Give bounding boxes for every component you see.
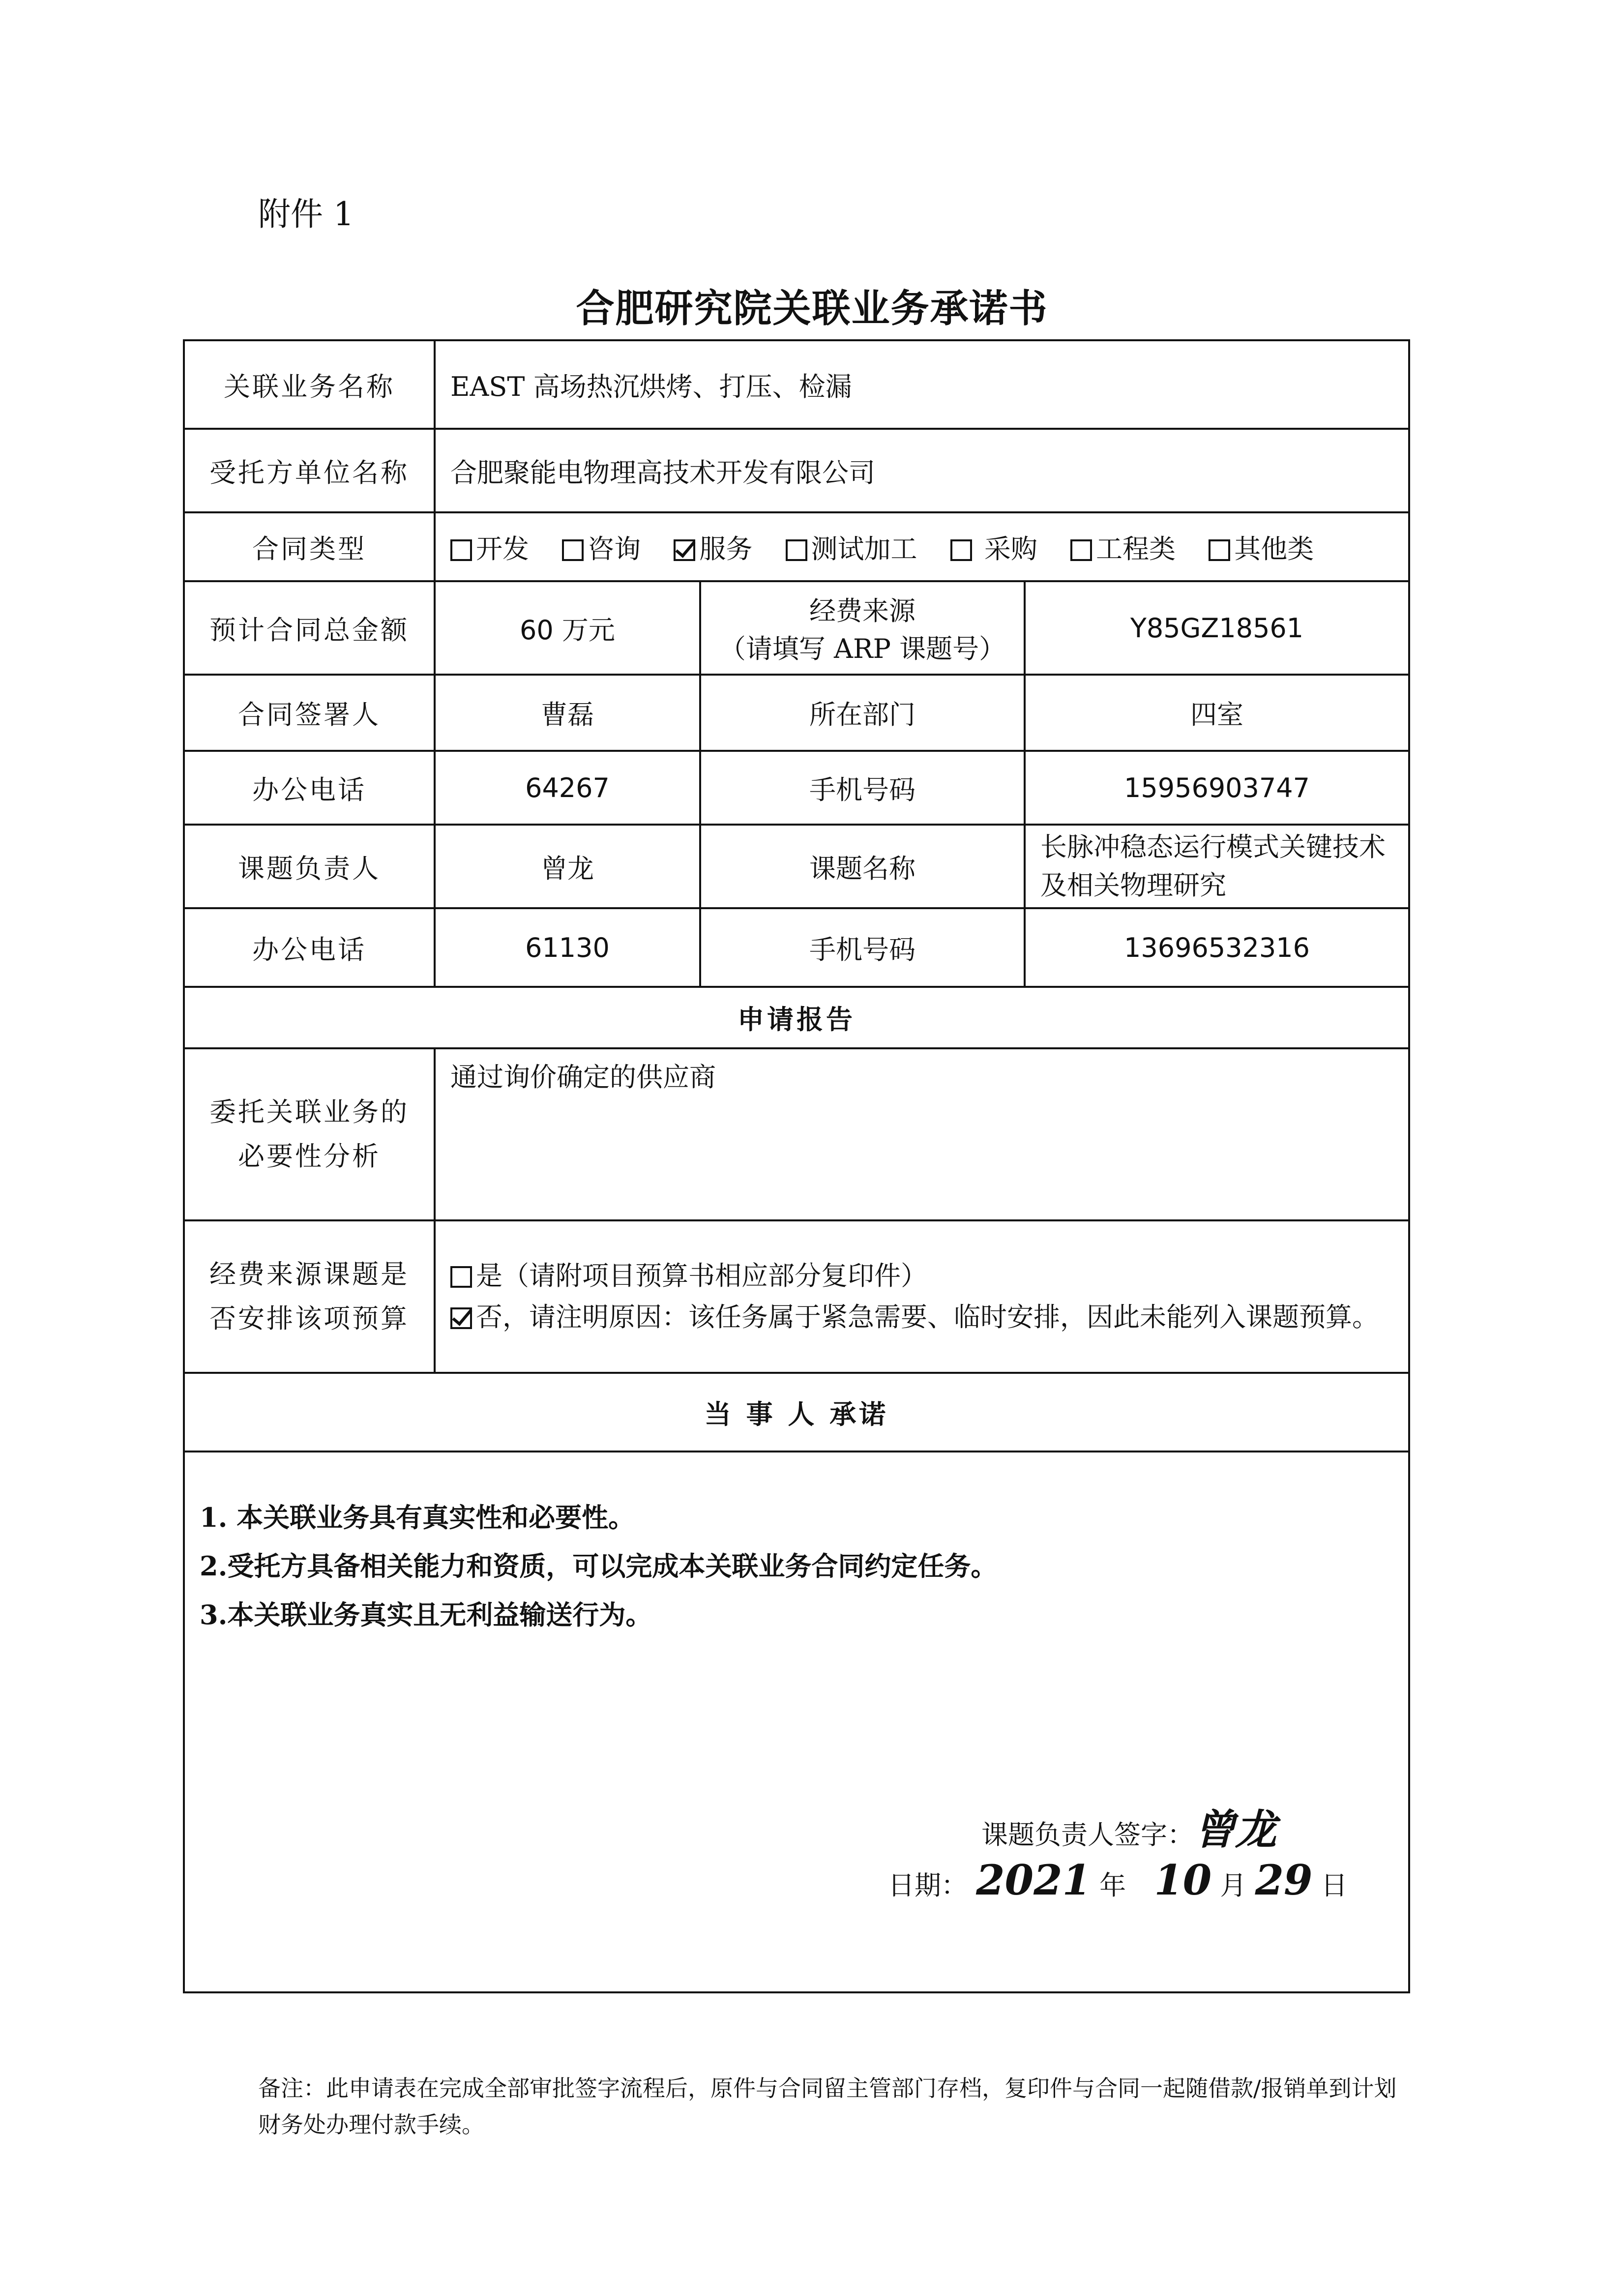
row-necessity [184, 1048, 1409, 1220]
mobile-value: 15956903747 [1025, 751, 1409, 825]
budget-label: 经费来源课题是否安排该项预算 [184, 1220, 435, 1373]
checkbox-icon[interactable] [950, 539, 972, 561]
report-header: 申请报告 [184, 987, 1409, 1048]
leader-value: 曾龙 [435, 825, 700, 908]
date-year-unit: 年 [1099, 1870, 1126, 1901]
row-trustee [184, 429, 1409, 512]
budget-yes-option[interactable] [450, 1255, 1393, 1297]
date-month: 10 [1154, 1856, 1212, 1904]
row-business-name [184, 340, 1409, 429]
signature-label: 课题负责人签字： [981, 1819, 1194, 1850]
contract-type-option-label: 开发 [476, 533, 529, 564]
row-pledge-header [184, 1373, 1409, 1452]
date-month-unit: 月 [1220, 1870, 1247, 1901]
dept-label: 所在部门 [700, 675, 1025, 751]
row-office-phone-2 [184, 908, 1409, 987]
checkbox-icon[interactable] [1209, 539, 1230, 561]
checkbox-icon[interactable] [1070, 539, 1092, 561]
business-name-value: EAST 高场热沉烘烤、打压、检漏 [435, 340, 1409, 429]
funding-code-value: Y85GZ18561 [1025, 581, 1409, 675]
row-leader [184, 825, 1409, 908]
date-line [888, 1856, 1348, 1904]
row-office-phone-1 [184, 751, 1409, 825]
amount-value: 60 万元 [435, 581, 700, 675]
row-budget [184, 1220, 1409, 1373]
contract-type-option-label: 采购 [975, 533, 1037, 564]
date-day-unit: 日 [1321, 1870, 1348, 1901]
office-phone-label: 办公电话 [184, 908, 435, 987]
budget-options [435, 1220, 1409, 1373]
checkbox-icon[interactable] [450, 1266, 472, 1288]
mobile-label: 手机号码 [700, 751, 1025, 825]
office-phone-label: 办公电话 [184, 751, 435, 825]
row-pledges [184, 1452, 1409, 1992]
row-amount [184, 581, 1409, 675]
funding-label-line1: 经费来源 [809, 595, 915, 626]
trustee-value: 合肥聚能电物理高技术开发有限公司 [435, 429, 1409, 512]
contract-type-option[interactable] [450, 533, 529, 564]
budget-no-option[interactable] [450, 1297, 1393, 1338]
contract-type-option[interactable] [674, 533, 752, 564]
amount-label: 预计合同总金额 [184, 581, 435, 675]
annex-label: 附件 1 [258, 195, 354, 233]
mobile-label: 手机号码 [700, 908, 1025, 987]
contract-type-option[interactable] [562, 533, 641, 564]
date-day: 29 [1255, 1856, 1313, 1904]
commitment-form [183, 339, 1410, 1993]
signer-label: 合同签署人 [184, 675, 435, 751]
pledge-item: 1. 本关联业务具有真实性和必要性。 [200, 1502, 635, 1533]
budget-no-label: 否，请注明原因：该任务属于紧急需要、临时安排，因此未能列入课题预算。 [476, 1302, 1379, 1333]
office-phone-value: 61130 [435, 908, 700, 987]
project-name-value: 长脉冲稳态运行模式关键技术及相关物理研究 [1025, 825, 1409, 908]
contract-type-option[interactable] [950, 533, 1037, 564]
office-phone-value: 64267 [435, 751, 700, 825]
pledge-header: 当 事 人 承诺 [184, 1373, 1409, 1452]
row-contract-type [184, 512, 1409, 581]
necessity-label: 委托关联业务的必要性分析 [184, 1048, 435, 1220]
contract-type-option-label: 测试加工 [811, 533, 917, 564]
project-name-label: 课题名称 [700, 825, 1025, 908]
signature-line [981, 1797, 1276, 1856]
checkbox-checked-icon[interactable] [674, 539, 695, 561]
checkbox-icon[interactable] [450, 539, 472, 561]
signature-handwritten: 曾龙 [1194, 1805, 1277, 1854]
necessity-value: 通过询价确定的供应商 [435, 1048, 1409, 1220]
date-year: 2021 [976, 1856, 1091, 1904]
contract-type-options [435, 512, 1409, 581]
checkbox-checked-icon[interactable] [450, 1307, 472, 1329]
checkbox-icon[interactable] [562, 539, 584, 561]
date-label: 日期： [888, 1870, 968, 1901]
contract-type-option-label: 服务 [699, 533, 753, 564]
contract-type-option-label: 工程类 [1096, 533, 1176, 564]
contract-type-option-label: 其他类 [1234, 533, 1314, 564]
dept-value: 四室 [1025, 675, 1409, 751]
footnote: 备注：此申请表在完成全部审批签字流程后，原件与合同留主管部门存档，复印件与合同一起随借款/报销单到计划财务处办理付款手续。 [258, 2075, 1397, 2138]
pledges-cell [184, 1452, 1409, 1992]
contract-type-option-label: 咨询 [588, 533, 641, 564]
pledge-item: 3.本关联业务真实且无利益输送行为。 [200, 1599, 652, 1630]
contract-type-option[interactable] [786, 533, 917, 564]
document-title: 合肥研究院关联业务承诺书 [576, 287, 1048, 331]
row-report-header [184, 987, 1409, 1048]
business-name-label: 关联业务名称 [184, 340, 435, 429]
funding-label-line2: （请填写 ARP 课题号） [719, 633, 1006, 664]
contract-type-label: 合同类型 [184, 512, 435, 581]
mobile-value: 13696532316 [1025, 908, 1409, 987]
signer-value: 曹磊 [435, 675, 700, 751]
budget-yes-label: 是（请附项目预算书相应部分复印件） [476, 1260, 927, 1291]
contract-type-option[interactable] [1209, 533, 1314, 564]
contract-type-option[interactable] [1070, 533, 1176, 564]
funding-label [700, 581, 1025, 675]
checkbox-icon[interactable] [786, 539, 807, 561]
pledge-item: 2.受托方具备相关能力和资质，可以完成本关联业务合同约定任务。 [200, 1550, 998, 1582]
row-signer [184, 675, 1409, 751]
leader-label: 课题负责人 [184, 825, 435, 908]
trustee-label: 受托方单位名称 [184, 429, 435, 512]
